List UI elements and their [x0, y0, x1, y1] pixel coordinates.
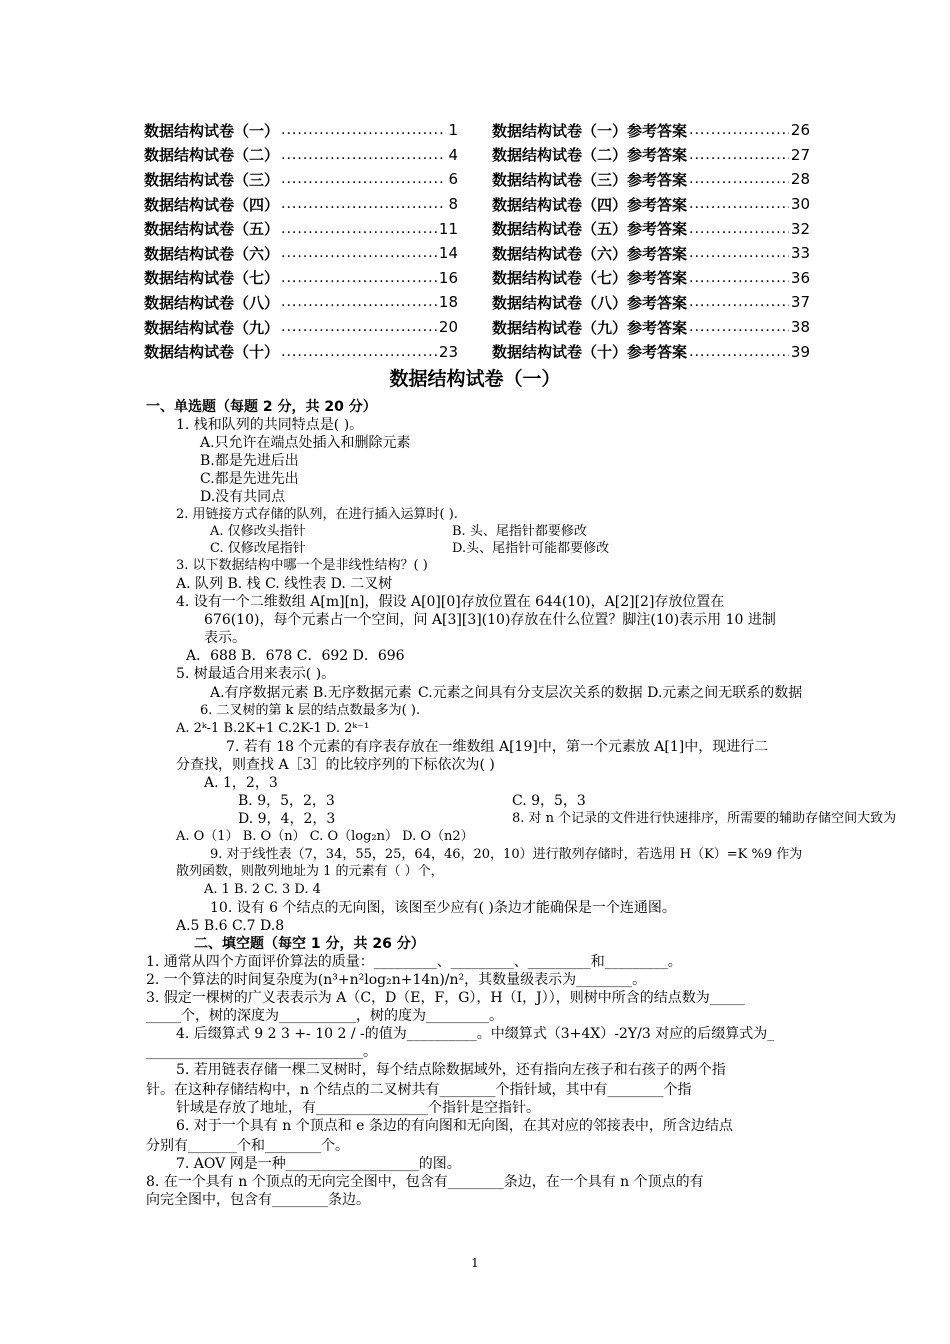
question-line: 分查找，则查找 A［3］的比较序列的下标依次为( ): [176, 757, 495, 773]
toc-dot-leader: [689, 294, 789, 310]
toc-entry-page: 26: [790, 121, 810, 140]
toc-dot-leader: [281, 147, 446, 163]
toc-entry-title: 数据结构试卷（九）: [144, 318, 280, 337]
toc-entry-page: 36: [790, 268, 810, 287]
toc-dot-leader: [281, 122, 446, 138]
toc-dot-leader: [281, 344, 437, 360]
question-line: A. 队列 B. 栈 C. 线性表 D. 二叉树: [176, 576, 393, 592]
question-line: 表示。: [204, 630, 246, 646]
question-line: 3. 以下数据结构中哪一个是非线性结构？( ): [176, 558, 428, 573]
toc-entry-page: 27: [790, 145, 810, 164]
toc-entry-title: 数据结构试卷（五）: [144, 220, 280, 239]
toc-entry-page: 23: [438, 342, 458, 361]
toc-entry-page: 37: [790, 293, 810, 312]
toc-entry-title: 数据结构试卷（九）参考答案: [492, 318, 688, 337]
question-line: A. 1 B. 2 C. 3 D. 4: [204, 882, 321, 897]
toc-row: [144, 241, 809, 266]
toc-entry-page: 14: [438, 244, 458, 263]
question-line: 向完全图中，包含有________条边。: [146, 1192, 370, 1208]
question-line: A.有序数据元素 B.无序数据元素: [210, 685, 412, 701]
question-line: 9. 对于线性表（7，34，55，25，64，46，20，10）进行散列存储时，若选用 H（K）=K %9 作为: [210, 847, 803, 862]
toc-entry-title: 数据结构试卷（十）参考答案: [492, 343, 688, 362]
question-line: 6. 对于一个具有 n 个顶点和 e 条边的有向图和无向图，在其对应的邻接表中，所含边结点: [176, 1118, 733, 1134]
toc-dot-leader: [281, 270, 437, 286]
toc-row: [144, 216, 809, 241]
toc-entry-right[interactable]: [492, 243, 810, 264]
toc-entry-left[interactable]: [144, 292, 458, 313]
toc-entry-title: 数据结构试卷（八）参考答案: [492, 293, 688, 312]
toc-entry-title: 数据结构试卷（六）参考答案: [492, 244, 688, 263]
toc-entry-page: 32: [790, 219, 810, 238]
toc-entry-left[interactable]: [144, 341, 458, 362]
toc-entry-right[interactable]: [492, 341, 810, 362]
question-line: _____个，树的深度为___________，树的度为_________。: [146, 1008, 503, 1024]
toc-entry-left[interactable]: [144, 120, 458, 141]
toc-row: [144, 315, 809, 340]
toc-dot-leader: [281, 245, 437, 261]
table-of-contents: [144, 118, 809, 364]
question-line: C.元素之间具有分支层次关系的数据 D.元素之间无联系的数据: [418, 685, 803, 701]
toc-entry-title: 数据结构试卷（四）参考答案: [492, 195, 688, 214]
toc-entry-page: 30: [790, 195, 810, 214]
toc-entry-title: 数据结构试卷（四）: [144, 195, 280, 214]
toc-entry-title: 数据结构试卷（五）参考答案: [492, 220, 688, 239]
question-line: D. 9，4，2，3: [238, 811, 336, 827]
question-line: 1. 通常从四个方面评价算法的质量：_________、_________、_________和_________。: [146, 954, 682, 970]
question-line: D.没有共同点: [200, 489, 286, 505]
toc-entry-left[interactable]: [144, 317, 458, 338]
question-line: A. O（1） B. O（n） C. O（log₂n） D. O（n2）: [176, 829, 474, 844]
toc-entry-left[interactable]: [144, 267, 458, 288]
question-line: C.都是先进先出: [200, 471, 299, 487]
toc-entry-right[interactable]: [492, 267, 810, 288]
question-line: 1. 栈和队列的共同特点是( )。: [176, 417, 364, 433]
toc-entry-right[interactable]: [492, 144, 810, 165]
toc-dot-leader: [281, 319, 437, 335]
question-line: 7. 若有 18 个元素的有序表存放在一维数组 A[19]中，第一个元素放 A[1]中，现进行二: [226, 739, 769, 755]
toc-entry-page: 38: [790, 318, 810, 337]
question-line: 4. 后缀算式 9 2 3 +- 10 2 / -的值为__________。中缀算式（3+4X）-2Y/3 对应的后缀算式为_: [176, 1026, 775, 1042]
toc-entry-title: 数据结构试卷（八）: [144, 293, 280, 312]
question-line: 2. 一个算法的时间复杂度为(n³+n²log₂n+14n)/n²，其数量级表示为________。: [146, 972, 647, 988]
toc-dot-leader: [689, 245, 789, 261]
toc-dot-leader: [689, 270, 789, 286]
toc-dot-leader: [281, 171, 446, 187]
toc-entry-title: 数据结构试卷（六）: [144, 244, 280, 263]
toc-row: [144, 143, 809, 168]
question-line: A. 1，2，3: [204, 775, 278, 791]
question-line: C. 仅修改尾指针: [210, 541, 306, 556]
question-line: 8. 在一个具有 n 个顶点的无向完全图中，包含有________条边，在一个具有 n 个顶点的有: [146, 1174, 704, 1190]
question-line: C. 9，5，3: [512, 793, 586, 809]
toc-entry-page: 6: [448, 170, 458, 189]
toc-entry-left[interactable]: [144, 218, 458, 239]
toc-entry-page: 8: [448, 195, 458, 214]
question-line: D.头、尾指针可能都要修改: [452, 541, 610, 556]
toc-row: [144, 118, 809, 143]
toc-entry-title: 数据结构试卷（三）: [144, 170, 280, 189]
question-line: 针域是存放了地址，有________________个指针是空指针。: [176, 1100, 540, 1116]
question-line: 4. 设有一个二维数组 A[m][n]，假设 A[0][0]存放位置在 644(10)，A[2][2]存放位置在: [176, 594, 725, 610]
question-line: A. 仅修改头指针: [210, 524, 306, 539]
question-line: 8. 对 n 个记录的文件进行快速排序，所需要的辅助存储空间大致为: [512, 811, 897, 826]
toc-dot-leader: [281, 221, 437, 237]
toc-row: [144, 167, 809, 192]
question-line: _______________________________。: [146, 1044, 377, 1060]
question-line: 5. 树最适合用来表示( )。: [176, 666, 336, 682]
toc-entry-title: 数据结构试卷（二）: [144, 146, 280, 165]
section-heading: 二、填空题（每空 1 分，共 26 分）: [194, 936, 425, 952]
toc-entry-right[interactable]: [492, 169, 810, 190]
toc-dot-leader: [689, 319, 789, 335]
toc-entry-title: 数据结构试卷（七）参考答案: [492, 269, 688, 288]
toc-entry-page: 1: [448, 121, 458, 140]
toc-row: [144, 290, 809, 315]
toc-entry-page: 20: [438, 318, 458, 337]
toc-entry-page: 39: [790, 342, 810, 361]
toc-row: [144, 266, 809, 291]
toc-entry-page: 18: [438, 293, 458, 312]
question-line: B. 9，5，2，3: [238, 793, 335, 809]
question-line: A.5 B.6 C.7 D.8: [176, 918, 285, 934]
toc-entry-left[interactable]: [144, 243, 458, 264]
toc-entry-title: 数据结构试卷（三）参考答案: [492, 170, 688, 189]
toc-dot-leader: [689, 147, 789, 163]
toc-dot-leader: [281, 196, 446, 212]
toc-row: [144, 192, 809, 217]
question-line: 10. 设有 6 个结点的无向图，该图至少应有( )条边才能确保是一个连通图。: [210, 900, 676, 916]
question-line: A.只允许在端点处插入和删除元素: [200, 435, 411, 451]
toc-dot-leader: [689, 122, 789, 138]
toc-entry-right[interactable]: [492, 218, 810, 239]
question-line: 针。在这种存储结构中，n 个结点的二叉树共有________个指针域，其中有________个指: [146, 1082, 692, 1098]
toc-entry-right[interactable]: [492, 292, 810, 313]
toc-entry-right[interactable]: [492, 194, 810, 215]
question-line: B. 头、尾指针都要修改: [452, 524, 587, 539]
toc-entry-title: 数据结构试卷（一）: [144, 121, 280, 140]
toc-entry-title: 数据结构试卷（十）: [144, 343, 280, 362]
question-line: 3. 假定一棵树的广义表表示为 A（C，D（E，F，G），H（I，J）），则树中所含的结点数为_____: [146, 990, 745, 1006]
toc-dot-leader: [689, 344, 789, 360]
toc-entry-right[interactable]: [492, 120, 810, 141]
question-line: 7. AOV 网是一种___________________的图。: [176, 1156, 461, 1172]
toc-dot-leader: [689, 196, 789, 212]
question-line: 分别有_______个和________个。: [146, 1138, 349, 1154]
toc-dot-leader: [281, 294, 437, 310]
question-line: 2. 用链接方式存储的队列，在进行插入运算时( ).: [176, 507, 458, 522]
question-line: 5. 若用链表存储一棵二叉树时，每个结点除数据域外，还有指向左孩子和右孩子的两个指: [176, 1062, 726, 1078]
question-line: A．688 B．678 C．692 D．696: [186, 648, 405, 664]
toc-entry-title: 数据结构试卷（七）: [144, 269, 280, 288]
toc-entry-left[interactable]: [144, 194, 458, 215]
question-line: B.都是先进后出: [200, 453, 299, 469]
toc-entry-page: 33: [790, 244, 810, 263]
question-line: A. 2ᵏ-1 B.2K+1 C.2K-1 D. 2ᵏ⁻¹: [176, 721, 370, 736]
question-line: 6. 二叉树的第 k 层的结点数最多为( ).: [200, 703, 421, 718]
toc-entry-page: 11: [438, 219, 458, 238]
toc-entry-right[interactable]: [492, 317, 810, 338]
toc-entry-left[interactable]: [144, 169, 458, 190]
toc-entry-title: 数据结构试卷（二）参考答案: [492, 146, 688, 165]
page-number: 1: [471, 1256, 479, 1270]
toc-row: [144, 339, 809, 364]
section-heading: 一、单选题（每题 2 分，共 20 分）: [146, 399, 377, 415]
toc-dot-leader: [689, 171, 789, 187]
toc-entry-page: 28: [790, 170, 810, 189]
toc-dot-leader: [689, 221, 789, 237]
toc-entry-title: 数据结构试卷（一）参考答案: [492, 121, 688, 140]
question-line: 676(10)，每个元素占一个空间，问 A[3][3](10)存放在什么位置？脚注(10)表示用 10 进制: [204, 612, 776, 628]
exam-title: 数据结构试卷（一）: [389, 368, 561, 390]
toc-entry-page: 4: [448, 145, 458, 164]
toc-entry-left[interactable]: [144, 144, 458, 165]
question-line: 散列函数，则散列地址为 1 的元素有（ ）个，: [176, 864, 444, 879]
toc-entry-page: 16: [438, 268, 458, 287]
